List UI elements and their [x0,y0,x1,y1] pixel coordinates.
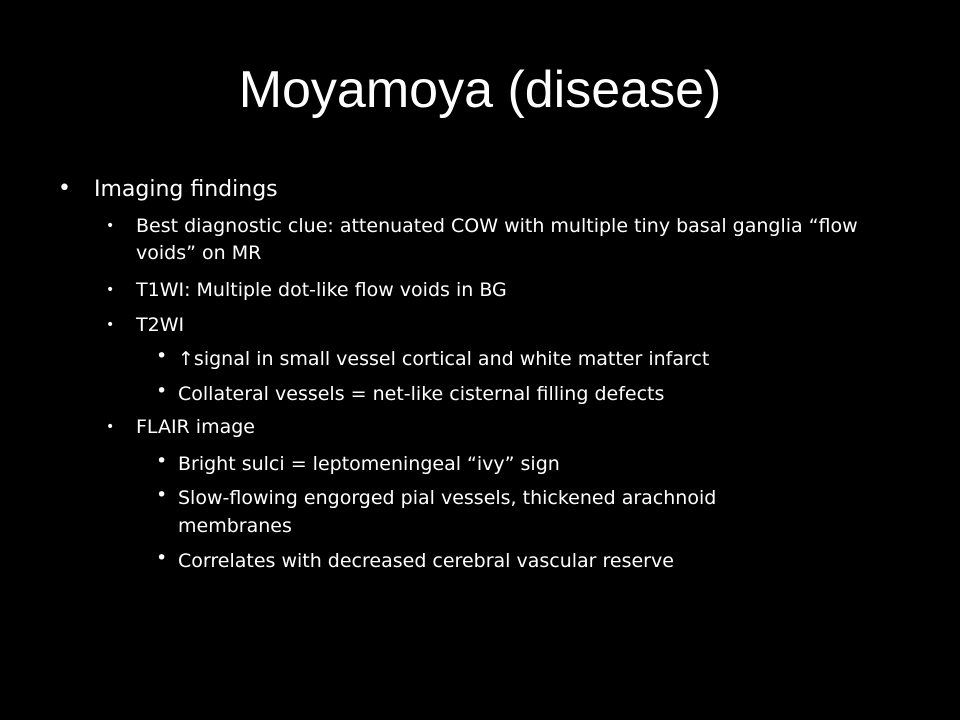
bullet-marker: • [106,317,115,333]
slide-title: Moyamoya (disease) [238,61,722,119]
bullet-text: ↑signal in small vessel cortical and white matter infarct [178,348,710,370]
bullet-text: Slow-flowing engorged pial vessels, thickened arachnoid membranes [178,487,717,537]
bullet-marker: • [156,380,168,402]
bullet-text: Bright sulci = leptomeningeal “ivy” sign [178,453,560,475]
bullet-text: FLAIR image [136,416,255,438]
bullet-marker: • [156,345,168,367]
bullet-marker: • [156,450,168,472]
bullet-text: T2WI [136,314,185,336]
bullet-text: Correlates with decreased cerebral vascular reserve [178,550,674,572]
bullet-text: T1WI: Multiple dot-like flow voids in BG [136,279,507,301]
bullet-marker: • [156,484,168,506]
bullet-text: Imaging findings [94,177,278,202]
bullet-text: Best diagnostic clue: attenuated COW with multiple tiny basal ganglia “flow voids” on MR [136,215,858,264]
bullet-marker: • [106,218,115,234]
bullet-marker: • [58,176,71,201]
bullet-text: Collateral vessels = net-like cisternal filling defects [178,383,665,405]
bullet-marker: • [106,419,115,435]
bullet-marker: • [106,282,115,298]
bullet-marker: • [156,547,168,569]
